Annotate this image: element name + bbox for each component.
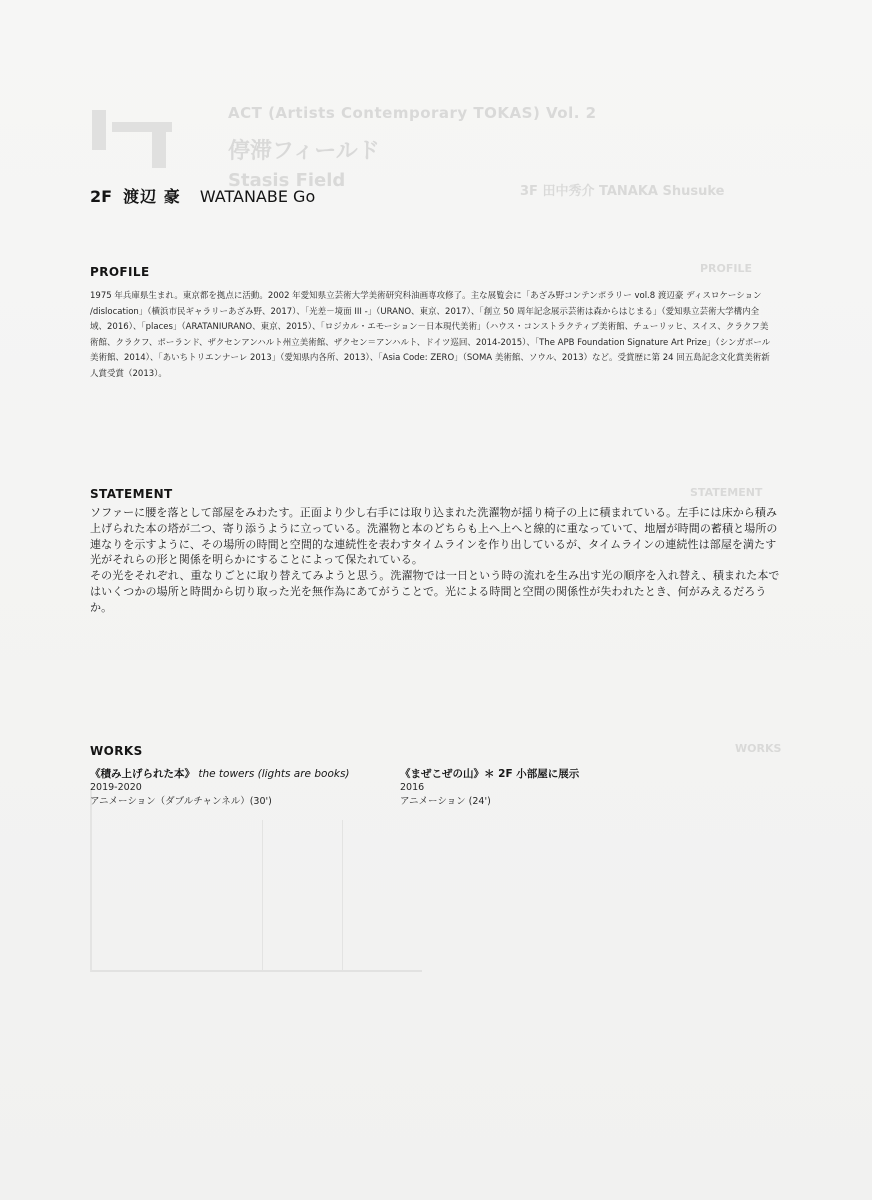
- artist-name-en: WATANABE Go: [199, 187, 316, 206]
- bleed-through-text: ACT (Artists Contemporary TOKAS) Vol. 2: [228, 104, 597, 122]
- bleed-through-text: 3F 田中秀介 TANAKA Shusuke: [520, 184, 725, 199]
- bleed-through-text: 停滞フィールド: [228, 139, 380, 164]
- work-title-jp: 《積み上げられた本》: [90, 768, 195, 780]
- bleed-through-heading: PROFILE: [700, 262, 753, 275]
- bleed-through-text: Stasis Field: [228, 170, 346, 191]
- work-title: [90, 767, 350, 781]
- statement-text: ソファーに腰を落として部屋をみわたす。正面より少し右手には取り込まれた洗濯物が揺り椅子の上に積まれている。左手には床から積み上げられた本の塔が二つ、寄り添うように立っている。洗濯物と本のどちらも上へ上へと線的に重なっていて、地層が時間の蓄積と場所の連なりを示すように、その場所の時間と空間的な連続性を表わすタイムラインを作り出しているが、タイムラインの連続性は部屋を満たす光がそれらの形と関係を明らかにすることによって保たれている。 その光をそれぞれ、重なりごとに取り替えてみようと思う。洗濯物では一日という時の流れを生み出す光の順序を入れ替え、積まれた本ではいくつかの場所と時間から切り取った光を無作為にあてがうことで。光による時間と空間の関係性が失われたとき、何がみえるだろうか。: [90, 506, 780, 614]
- profile-text: 1975 年兵庫県生まれ。東京都を拠点に活動。2002 年愛知県立芸術大学美術研究科油画専攻修了。主な展覧会に「あざみ野コンテンポラリー vol.8 渡辺豪 ディスロケーション /dislocation」（横浜市民ギャラリーあざみ野、2017）、「光差－境面 III -」（URANO、東京、2017）、「創立 50 周年記念展示芸術は森からはじまる」（愛知県立芸術大学構内全域、2016）、「places」（ARATANIURANO、東京、2015）、「ロジカル・エモーション－日本現代美術」（ハウス・コンストラクティブ美術館、チューリッヒ、スイス、クラクフ美術館、クラクフ、ポーランド、ザクセンアンハルト州立美術館、ザクセン＝アンハルト、ドイツ巡回、2014-2015）、「The APB Foundation Signature Art Prize」（シンガポール美術館、2014）、「あいちトリエンナーレ 2013」（愛知県内各所、2013）、「Asia Code: ZERO」（SOMA 美術館、ソウル、2013）など。受賞歴に第 24 回五島記念文化賞美術新人賞受賞（2013）。: [90, 291, 771, 379]
- bleed-through-floor-plan: [90, 790, 422, 972]
- works-heading: WORKS: [90, 744, 143, 758]
- work-medium: アニメーション（ダブルチャンネル）(30'): [90, 796, 272, 807]
- work-year: 2019-2020: [90, 782, 142, 793]
- work-year: 2016: [400, 782, 425, 793]
- artist-header: [90, 184, 315, 207]
- work-medium: アニメーション (24'): [400, 796, 491, 807]
- work-title-jp: 《まぜこぜの山》＊ 2F 小部屋に展示: [400, 768, 580, 780]
- bleed-through-logo: [92, 110, 187, 170]
- work-title-en: the towers (lights are books): [198, 768, 350, 780]
- statement-heading: STATEMENT: [90, 487, 173, 501]
- profile-heading: PROFILE: [90, 265, 150, 279]
- work-item: [90, 767, 350, 809]
- bleed-through-heading: STATEMENT: [690, 486, 763, 499]
- bleed-through-heading: WORKS: [735, 742, 782, 755]
- floor-label: 2F: [90, 187, 113, 206]
- work-title: [400, 767, 579, 781]
- work-item: [400, 767, 579, 809]
- artist-name-jp: 渡辺 豪: [123, 187, 181, 206]
